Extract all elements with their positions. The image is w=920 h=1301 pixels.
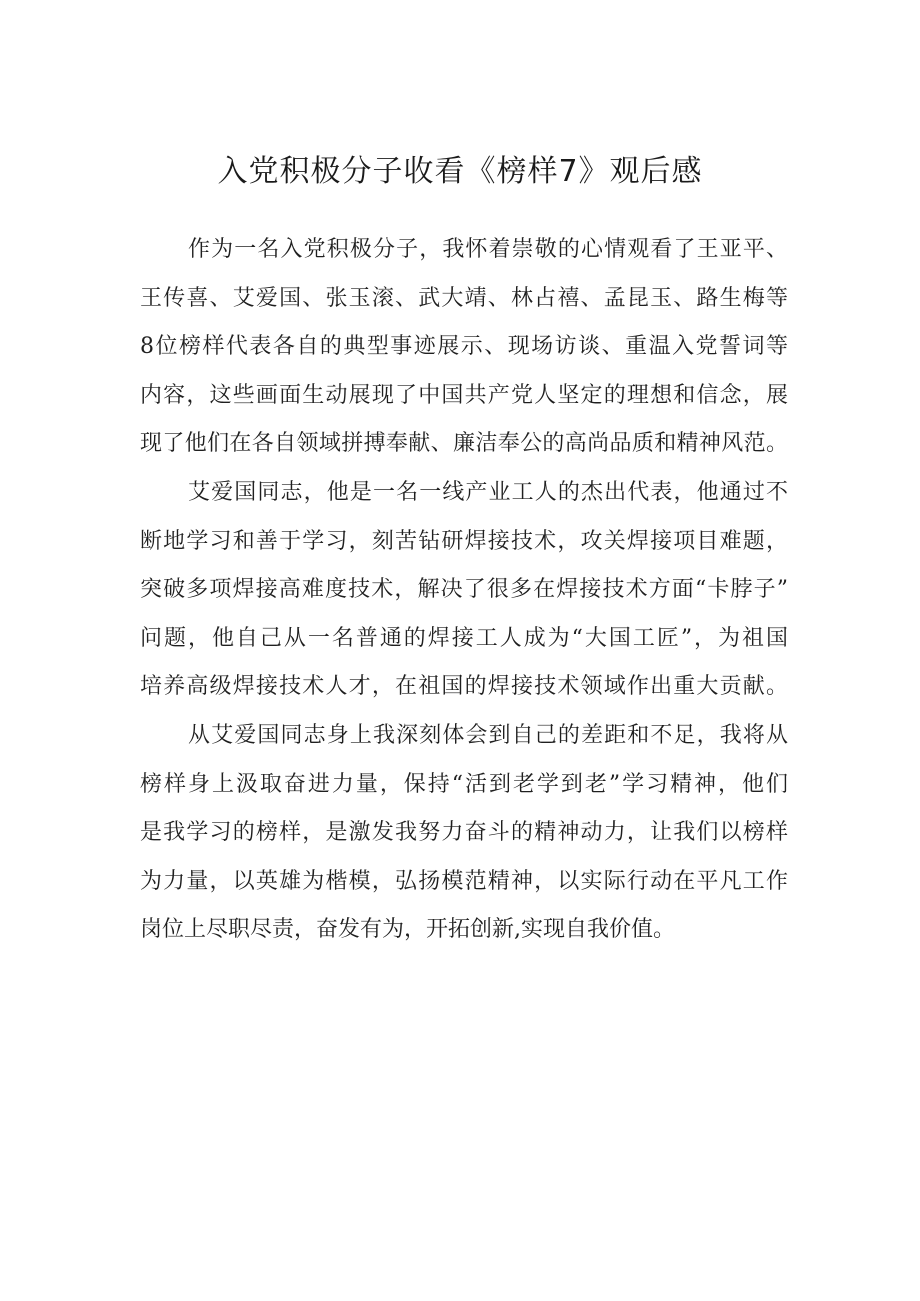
paragraph-line: 艾爱国同志，他是一名一线产业工人的杰出代表，他通过不 [188, 479, 788, 505]
paragraph-line: 王传喜、艾爱国、张玉滚、武大靖、林占禧、孟昆玉、路生梅等 [140, 285, 788, 311]
paragraph-line: 突破多项焊接高难度技术，解决了很多在焊接技术方面“卡脖子” [140, 577, 788, 603]
paragraph-line: 为力量，以英雄为楷模，弘扬模范精神，以实际行动在平凡工作 [140, 868, 788, 894]
paragraph-line: 是我学习的榜样，是激发我努力奋斗的精神动力，让我们以榜样 [140, 820, 788, 846]
document-title: 入党积极分子收看《榜样7》观后感 [217, 154, 703, 189]
paragraph-line: 作为一名入党积极分子，我怀着崇敬的心情观看了王亚平、 [188, 237, 788, 262]
paragraph-line: 断地学习和善于学习，刻苦钻研焊接技术，攻关焊接项目难题， [140, 528, 788, 554]
paragraph-line: 问题，他自己从一名普通的焊接工人成为“大国工匠”，为祖国 [140, 625, 788, 651]
paragraph-line: 培养高级焊接技术人才，在祖国的焊接技术领域作出重大贡献。 [140, 674, 788, 700]
paragraph-line: 8位榜样代表各自的典型事迹展示、现场访谈、重温入党誓词等 [140, 334, 788, 360]
paragraph-line: 现了他们在各自领域拼搏奉献、廉洁奉公的高尚品质和精神风范。 [140, 431, 788, 457]
document-body [140, 226, 788, 955]
paragraph-3 [140, 712, 788, 955]
paragraph-line: 岗位上尽职尽责，奋发有为，开拓创新,实现自我价值。 [140, 917, 675, 943]
paragraph-line: 内容，这些画面生动展现了中国共产党人坚定的理想和信念，展 [140, 382, 788, 408]
paragraph-1 [140, 226, 788, 469]
paragraph-line: 榜样身上汲取奋进力量，保持“活到老学到老”学习精神，他们 [140, 771, 788, 797]
paragraph-line: 从艾爱国同志身上我深刻体会到自己的差距和不足，我将从 [188, 722, 788, 748]
paragraph-2 [140, 469, 788, 712]
